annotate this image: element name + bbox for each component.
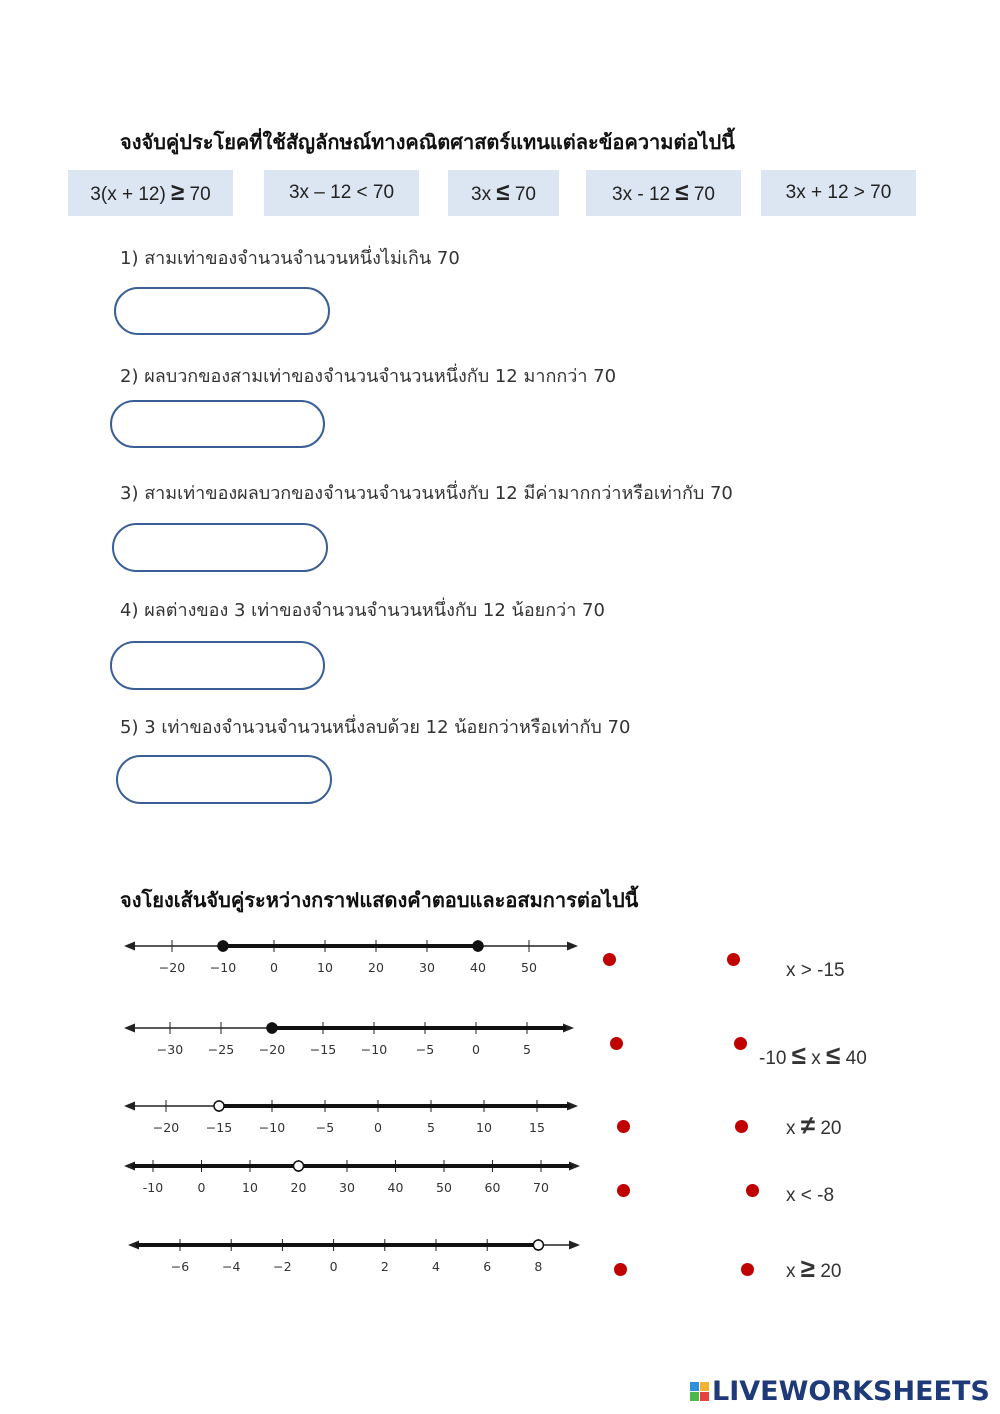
number-line-3-left-arrow-icon [124, 1102, 135, 1111]
number-line-3-tick-label: 15 [529, 1120, 545, 1135]
question-1: 1) สามเท่าของจำนวนจำนวนหนึ่งไม่เกิน 70 [120, 248, 460, 269]
chip-option-2-text: 3x – 12 < 70 [288, 182, 395, 203]
number-line-5-tick-label: 0 [329, 1259, 338, 1274]
chip-option-4[interactable] [586, 170, 741, 216]
question-3: 3) สามเท่าของผลบวกของจำนวนจำนวนหนึ่งกับ 12 มีค่ามากกว่าหรือเท่ากับ 70 [120, 483, 733, 504]
number-line-1-tick-label: 40 [470, 960, 486, 975]
answer-box-5[interactable] [116, 755, 332, 804]
answer-box-1[interactable] [114, 287, 330, 335]
section2-heading: จงโยงเส้นจับคู่ระหว่างกราฟแสดงคำตอบและอสมการต่อไปนี้ [120, 888, 639, 912]
number-line-4-tick-label: 20 [290, 1180, 307, 1195]
inequality-4: x < -8 [786, 1185, 835, 1206]
number-line-1-left-arrow-icon [124, 942, 135, 951]
match-dot-graph-5[interactable] [614, 1263, 627, 1276]
match-dot-inequality-4[interactable] [746, 1184, 759, 1197]
number-line-3-tick-label: 5 [427, 1120, 435, 1135]
match-dot-inequality-1[interactable] [727, 953, 740, 966]
chip-option-2[interactable] [264, 170, 419, 216]
number-line-4-tick-label: 70 [533, 1180, 549, 1195]
chip-option-3[interactable] [448, 170, 559, 216]
number-line-1-right-arrow-icon [567, 942, 578, 951]
number-line-2-tick-label: 5 [523, 1042, 531, 1057]
answer-box-3[interactable] [112, 523, 328, 572]
number-line-5-tick-label: −4 [221, 1259, 241, 1274]
number-lines [0, 930, 600, 1290]
number-line-4-tick-label: 10 [242, 1180, 258, 1195]
number-line-2-closed-point [267, 1023, 277, 1033]
number-line-1-tick-label: 30 [419, 960, 435, 975]
number-line-1-tick-label: 50 [521, 960, 537, 975]
chip-option-3-text: 3x ≤ 70 [471, 179, 536, 206]
match-dot-graph-4[interactable] [617, 1184, 630, 1197]
number-line-2-tick-label: −15 [309, 1042, 337, 1057]
number-line-3-tick-label: −10 [258, 1120, 286, 1135]
number-line-3-tick-label: −5 [315, 1120, 335, 1135]
number-line-1-tick-label: 20 [368, 960, 384, 975]
number-line-4-tick-label: 0 [197, 1180, 206, 1195]
match-dot-inequality-5[interactable] [741, 1263, 754, 1276]
answer-box-2[interactable] [110, 400, 325, 448]
question-5: 5) 3 เท่าของจำนวนจำนวนหนึ่งลบด้วย 12 น้อยกว่าหรือเท่ากับ 70 [120, 717, 631, 738]
chip-option-5[interactable] [761, 170, 916, 216]
liveworksheets-logo [690, 1376, 990, 1407]
match-dot-graph-1[interactable] [603, 953, 616, 966]
number-line-3-open-point [214, 1101, 224, 1111]
number-line-4-open-point [294, 1161, 304, 1171]
match-dot-graph-3[interactable] [617, 1120, 630, 1133]
question-2: 2) ผลบวกของสามเท่าของจำนวนจำนวนหนึ่งกับ 12 มากกว่า 70 [120, 366, 617, 387]
number-line-5-right-arrow-icon [569, 1241, 580, 1250]
inequality-3: x ≠ 20 [786, 1110, 842, 1140]
number-line-1-tick-label: −10 [209, 960, 237, 975]
number-line-2-tick-label: −20 [258, 1042, 286, 1057]
chip-option-1[interactable] [68, 170, 233, 216]
match-dot-inequality-3[interactable] [735, 1120, 748, 1133]
number-line-4-tick-label: 30 [339, 1180, 355, 1195]
number-line-2-tick-label: −30 [156, 1042, 184, 1057]
chip-option-1-text: 3(x + 12) ≥ 70 [90, 179, 211, 206]
answer-box-4[interactable] [110, 641, 325, 690]
number-line-2-tick-label: −10 [360, 1042, 388, 1057]
number-line-3-tick-label: −15 [205, 1120, 233, 1135]
number-line-5-tick-label: 4 [432, 1259, 440, 1274]
number-line-2-tick-label: −5 [415, 1042, 435, 1057]
number-line-5-open-point [533, 1240, 543, 1250]
number-line-2-tick-label: −25 [207, 1042, 235, 1057]
section1-heading: จงจับคู่ประโยคที่ใช้สัญลักษณ์ทางคณิตศาสตร์แทนแต่ละข้อความต่อไปนี้ [120, 130, 735, 154]
number-line-4-tick-label: 50 [436, 1180, 452, 1195]
chip-option-5-text: 3x + 12 > 70 [785, 182, 892, 203]
number-line-1-tick-label: −20 [158, 960, 186, 975]
number-line-3-tick-label: −20 [152, 1120, 180, 1135]
match-dot-inequality-2[interactable] [734, 1037, 747, 1050]
number-line-1-tick-label: 0 [270, 960, 278, 975]
inequality-5: x ≥ 20 [786, 1253, 842, 1283]
number-line-4-tick-label: 40 [387, 1180, 404, 1195]
inequality-1: x > -15 [786, 960, 845, 981]
match-dot-graph-2[interactable] [610, 1037, 623, 1050]
number-line-5-tick-label: −6 [170, 1259, 190, 1274]
number-line-1-closed-point [218, 941, 228, 951]
chip-option-4-text: 3x - 12 ≤ 70 [612, 179, 715, 206]
number-line-1-closed-point [473, 941, 483, 951]
question-4: 4) ผลต่างของ 3 เท่าของจำนวนจำนวนหนึ่งกับ 12 น้อยกว่า 70 [120, 600, 605, 621]
inequality-2: -10 ≤ x ≤ 40 [759, 1040, 867, 1070]
number-line-5-tick-label: 6 [483, 1259, 492, 1274]
number-line-5-tick-label: −2 [273, 1259, 292, 1274]
number-line-2-tick-label: 0 [472, 1042, 480, 1057]
number-line-5-tick-label: 8 [534, 1259, 543, 1274]
number-line-3-tick-label: 0 [374, 1120, 382, 1135]
logo-cubes-icon [690, 1382, 709, 1401]
number-line-4-tick-label: 60 [484, 1180, 501, 1195]
logo-wordmark: LIVEWORKSHEETS [712, 1376, 990, 1407]
number-line-5-tick-label: 2 [380, 1259, 389, 1274]
number-line-2-left-arrow-icon [124, 1024, 135, 1033]
number-line-3-tick-label: 10 [476, 1120, 492, 1135]
number-line-1-tick-label: 10 [317, 960, 333, 975]
number-line-4-tick-label: -10 [142, 1180, 164, 1195]
